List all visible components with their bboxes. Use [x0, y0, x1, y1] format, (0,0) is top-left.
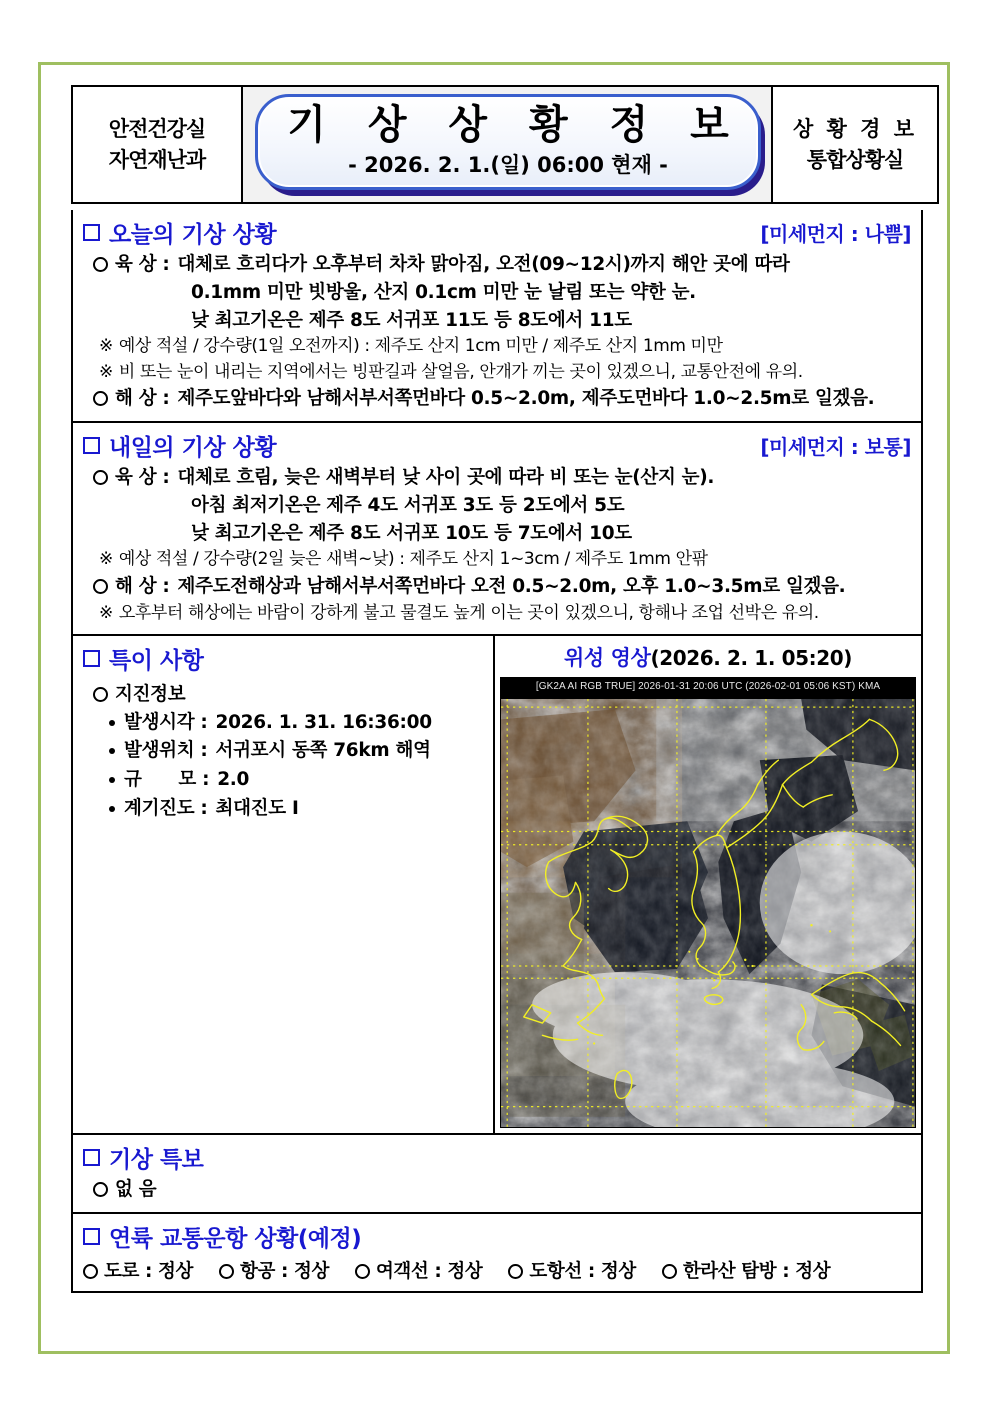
section-weather-alerts [73, 1135, 921, 1214]
checkbox-square-icon [83, 437, 100, 454]
earthquake-subheading-row [83, 681, 485, 709]
asterisk-icon: ※ [99, 602, 113, 623]
satellite-title-label: 위성 영상 [564, 646, 651, 670]
earthquake-magnitude-value: 2.0 [217, 769, 250, 791]
list-item [83, 737, 485, 766]
page-subtitle-datetime: - 2026. 2. 1.(일) 06:00 현재 - [348, 153, 668, 177]
circle-bullet-icon [93, 579, 108, 594]
today-note-row-1 [83, 334, 911, 360]
header-office [772, 86, 938, 203]
transport-item-ferry-label: 여객선 : 정상 [375, 1260, 483, 1282]
transport-item-air-label: 항공 : 정상 [239, 1260, 329, 1282]
tomorrow-heading-row [83, 429, 911, 462]
office-line-1: 상 황 경 보 [792, 117, 918, 142]
list-item [83, 795, 485, 824]
tomorrow-heading-label: 내일의 기상 상황 [109, 435, 277, 461]
today-note-2: 비 또는 눈이 내리는 지역에서는 빙판길과 살얼음, 안개가 끼는 곳이 있겠으니, 교통안전에 유의. [118, 361, 803, 382]
asterisk-icon: ※ [99, 549, 113, 570]
circle-bullet-icon [662, 1264, 677, 1279]
today-heading [83, 216, 276, 249]
today-land-line-2: 0.1mm 미만 빗방울, 산지 0.1cm 미만 눈 날림 또는 약한 눈. [191, 281, 696, 303]
transport-heading-label: 연륙 교통운항 상황(예정) [109, 1225, 362, 1252]
tomorrow-sea-row [83, 573, 911, 601]
checkbox-square-icon [83, 1228, 100, 1245]
alerts-value: 없 음 [115, 1179, 157, 1200]
circle-bullet-icon [93, 470, 108, 485]
satellite-image [500, 677, 916, 1128]
earthquake-location-label: 발생위치 : [124, 740, 208, 762]
tomorrow-land-row-2 [191, 492, 911, 520]
satellite-title-time: (2026. 2. 1. 05:20) [650, 646, 852, 670]
circle-bullet-icon [219, 1264, 234, 1279]
tomorrow-note-row-2 [83, 601, 911, 627]
satellite-caption: [GK2A AI RGB TRUE] 2026-01-31 20:06 UTC (2026-02-01 05:06 KST) KMA [501, 678, 915, 695]
circle-bullet-icon [93, 391, 108, 406]
alerts-heading-label: 기상 특보 [109, 1147, 204, 1173]
tomorrow-note-1: 예상 적설 / 강수량(2일 늦은 새벽~낮) : 제주도 산지 1~3cm / 제주도 1mm 안팎 [118, 549, 708, 570]
title-plaque [255, 94, 761, 190]
earthquake-time-value: 2026. 1. 31. 16:36:00 [215, 711, 432, 733]
transport-item-ferry [355, 1257, 482, 1283]
dot-bullet-icon [109, 748, 115, 754]
special-heading-label: 특이 사항 [109, 648, 204, 674]
earthquake-intensity-label: 계기진도 : [124, 797, 208, 819]
today-sea-label: 해 상 : [115, 388, 170, 410]
list-item [83, 766, 485, 795]
document-header [71, 85, 939, 204]
transport-item-hallasan-label: 한라산 탐방 : 정상 [682, 1260, 831, 1282]
satellite-title [495, 636, 921, 677]
tomorrow-note-row-1 [83, 547, 911, 573]
today-note-1: 예상 적설 / 강수량(1일 오전까지) : 제주도 산지 1cm 미만 / 제주도 산지 1mm 미만 [118, 336, 723, 357]
checkbox-square-icon [83, 224, 100, 241]
circle-bullet-icon [83, 1264, 98, 1279]
transport-item-island-boat [508, 1257, 635, 1283]
today-sea-row [83, 385, 911, 413]
tomorrow-land-row [83, 464, 911, 492]
tomorrow-land-line-3: 낮 최고기온은 제주 8도 서귀포 10도 등 7도에서 10도 [191, 522, 632, 544]
department-line-1: 안전건강실 [108, 117, 206, 142]
alerts-value-row [83, 1176, 911, 1204]
transport-item-air [219, 1257, 329, 1283]
dot-bullet-icon [109, 777, 115, 783]
checkbox-square-icon [83, 1149, 100, 1166]
circle-bullet-icon [508, 1264, 523, 1279]
header-department [72, 86, 242, 203]
today-land-row-2 [191, 279, 911, 307]
today-land-label: 육 상 : [115, 254, 170, 275]
transport-heading [83, 1220, 911, 1253]
transport-item-road-label: 도로 : 정상 [104, 1260, 193, 1282]
transport-item-road [83, 1257, 193, 1283]
earthquake-intensity-value: 최대진도 Ⅰ [215, 797, 299, 819]
circle-bullet-icon [93, 687, 108, 702]
tomorrow-sea-label: 해 상 : [115, 575, 170, 597]
earthquake-time-label: 발생시각 : [124, 711, 208, 733]
tomorrow-note-2: 오후부터 해상에는 바람이 강하게 불고 물결도 높게 이는 곳이 있겠으니, 항해나 조업 선박은 유의. [118, 602, 819, 623]
section-today-weather [73, 210, 921, 423]
page-title: 기 상 상 황 정 보 [287, 102, 743, 148]
tomorrow-land-label: 육 상 : [115, 467, 170, 488]
today-land-line-1: 대체로 흐리다가 오후부터 차차 맑아짐, 오전(09~12시)까지 해안 곳에 따라 [177, 254, 790, 275]
section-tomorrow-weather [73, 423, 921, 636]
tomorrow-land-line-2: 아침 최저기온은 제주 4도 서귀포 3도 등 2도에서 5도 [191, 494, 625, 516]
checkbox-square-icon [83, 650, 100, 667]
list-item [83, 709, 485, 738]
circle-bullet-icon [93, 257, 108, 272]
dot-bullet-icon [109, 806, 115, 812]
today-sea-line: 제주도앞바다와 남해서부서쪽먼바다 0.5~2.0m, 제주도먼바다 1.0~2.5m로 일겠음. [177, 388, 875, 410]
satellite-graphic [501, 699, 915, 1127]
today-note-row-2 [83, 360, 911, 386]
asterisk-icon: ※ [99, 336, 113, 357]
section-special-notes [73, 636, 495, 1133]
section-satellite [495, 636, 921, 1133]
special-heading [83, 642, 485, 675]
today-dust-badge: [미세먼지 : 나쁨] [760, 222, 911, 246]
section-special-and-satellite [73, 636, 921, 1135]
earthquake-location-value: 서귀포시 동쪽 76km 해역 [215, 740, 431, 762]
tomorrow-land-line-1: 대체로 흐림, 늦은 새벽부터 낮 사이 곳에 따라 비 또는 눈(산지 눈). [177, 467, 715, 488]
today-heading-label: 오늘의 기상 상황 [109, 222, 277, 248]
alerts-heading [83, 1141, 911, 1174]
today-land-row-3 [191, 307, 911, 335]
document-body [71, 210, 923, 1293]
dot-bullet-icon [109, 720, 115, 726]
today-land-line-3: 낮 최고기온은 제주 8도 서귀포 11도 등 8도에서 11도 [191, 309, 632, 331]
tomorrow-sea-line: 제주도전해상과 남해서부서쪽먼바다 오전 0.5~2.0m, 오후 1.0~3.5m로 일겠음. [177, 575, 846, 597]
circle-bullet-icon [93, 1182, 108, 1197]
satellite-canvas [501, 699, 915, 1127]
office-line-2: 통합상황실 [806, 147, 904, 172]
document-inner [71, 85, 923, 1293]
tomorrow-heading [83, 429, 276, 462]
section-transport [73, 1214, 921, 1291]
department-line-2: 자연재난과 [108, 147, 206, 172]
today-heading-row [83, 216, 911, 249]
transport-item-hallasan [662, 1257, 830, 1283]
tomorrow-land-row-3 [191, 520, 911, 548]
earthquake-magnitude-label: 규 모 : [124, 769, 210, 791]
header-title-cell [242, 86, 772, 203]
today-land-row [83, 251, 911, 279]
transport-item-island-boat-label: 도항선 : 정상 [529, 1260, 636, 1282]
earthquake-subheading: 지진정보 [115, 684, 186, 705]
plaque-body [255, 94, 761, 190]
circle-bullet-icon [355, 1264, 370, 1279]
tomorrow-dust-badge: [미세먼지 : 보통] [760, 435, 911, 459]
asterisk-icon: ※ [99, 361, 113, 382]
transport-status-row [83, 1257, 911, 1283]
document-frame [38, 62, 950, 1354]
